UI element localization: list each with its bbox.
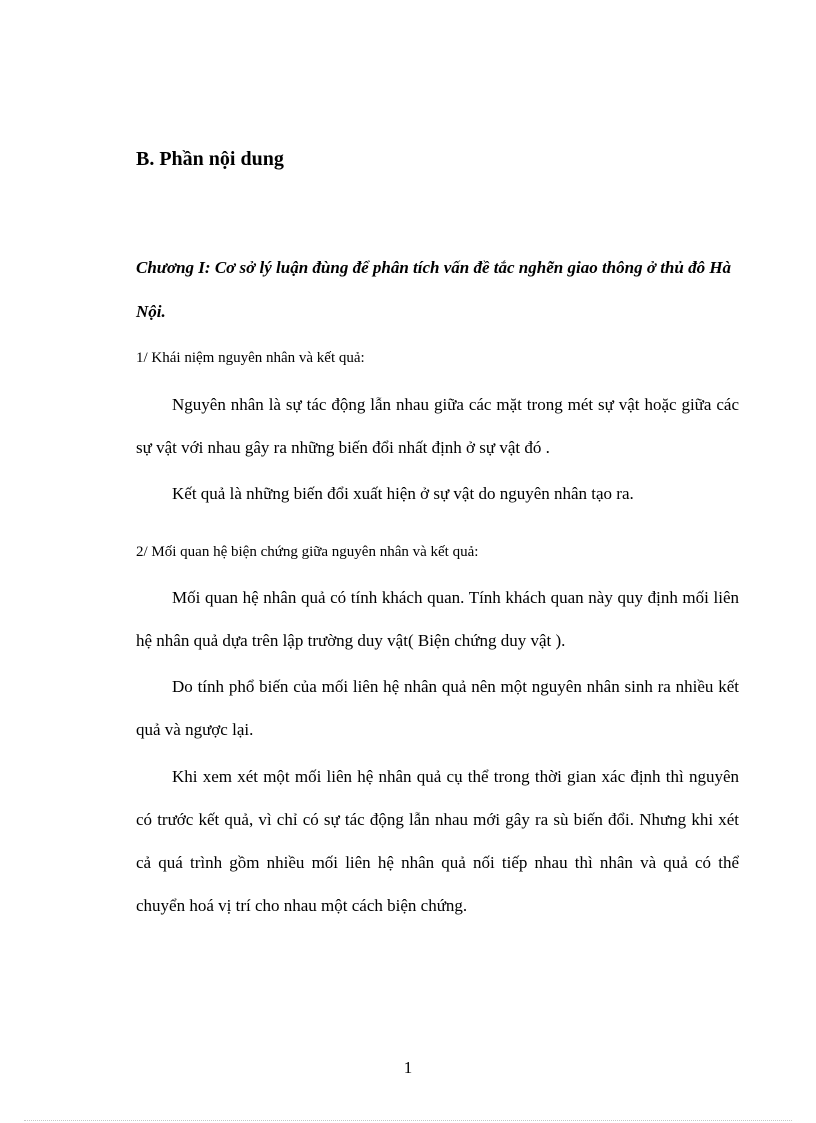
- section-1-title: 1/ Khái niệm nguyên nhân và kết quả:: [136, 350, 365, 366]
- page-number: 1: [403, 1058, 413, 1077]
- chapter-title: Chương I: Cơ sở lý luận đùng để phân tích vấn đề tắc nghẽn giao thông ở thủ đô Hà Nội.: [136, 258, 732, 321]
- paragraph: Nguyên nhân là sự tác động lẫn nhau giữa các mặt trong mét sự vật hoặc giữa các sự vật với nhau gây ra những biến đổi nhất định ở sự vật đó .: [136, 395, 739, 457]
- paragraph: Kết quả là những biến đổi xuất hiện ở sự vật do nguyên nhân tạo ra.: [172, 484, 634, 503]
- page-bottom-divider: [24, 1120, 792, 1121]
- paragraph: Do tính phổ biến của mối liên hệ nhân quả nên một nguyên nhân sinh ra nhiều kết quả và ngược lại.: [136, 677, 739, 739]
- part-heading: B. Phần nội dung: [136, 148, 284, 170]
- paragraph: Mối quan hệ nhân quả có tính khách quan. Tính khách quan này quy định mối liên hệ nhân quả dựa trên lập trường duy vật( Biện chứng duy vật ).: [136, 588, 739, 650]
- section-2-title: 2/ Mối quan hệ biện chứng giữa nguyên nhân và kết quả:: [136, 544, 479, 560]
- paragraph: Khi xem xét một mối liên hệ nhân quả cụ thể trong thời gian xác định thì nguyên có trước kết quả, vì chỉ có sự tác động lẫn nhau mới gây ra sù biến đổi. Nhưng khi xét cả quá trình gồm nhiều mối liên hệ nhân quả nối tiếp nhau thì nhân và quả có thể chuyển hoá vị trí cho nhau một cách biện chứng.: [136, 767, 739, 915]
